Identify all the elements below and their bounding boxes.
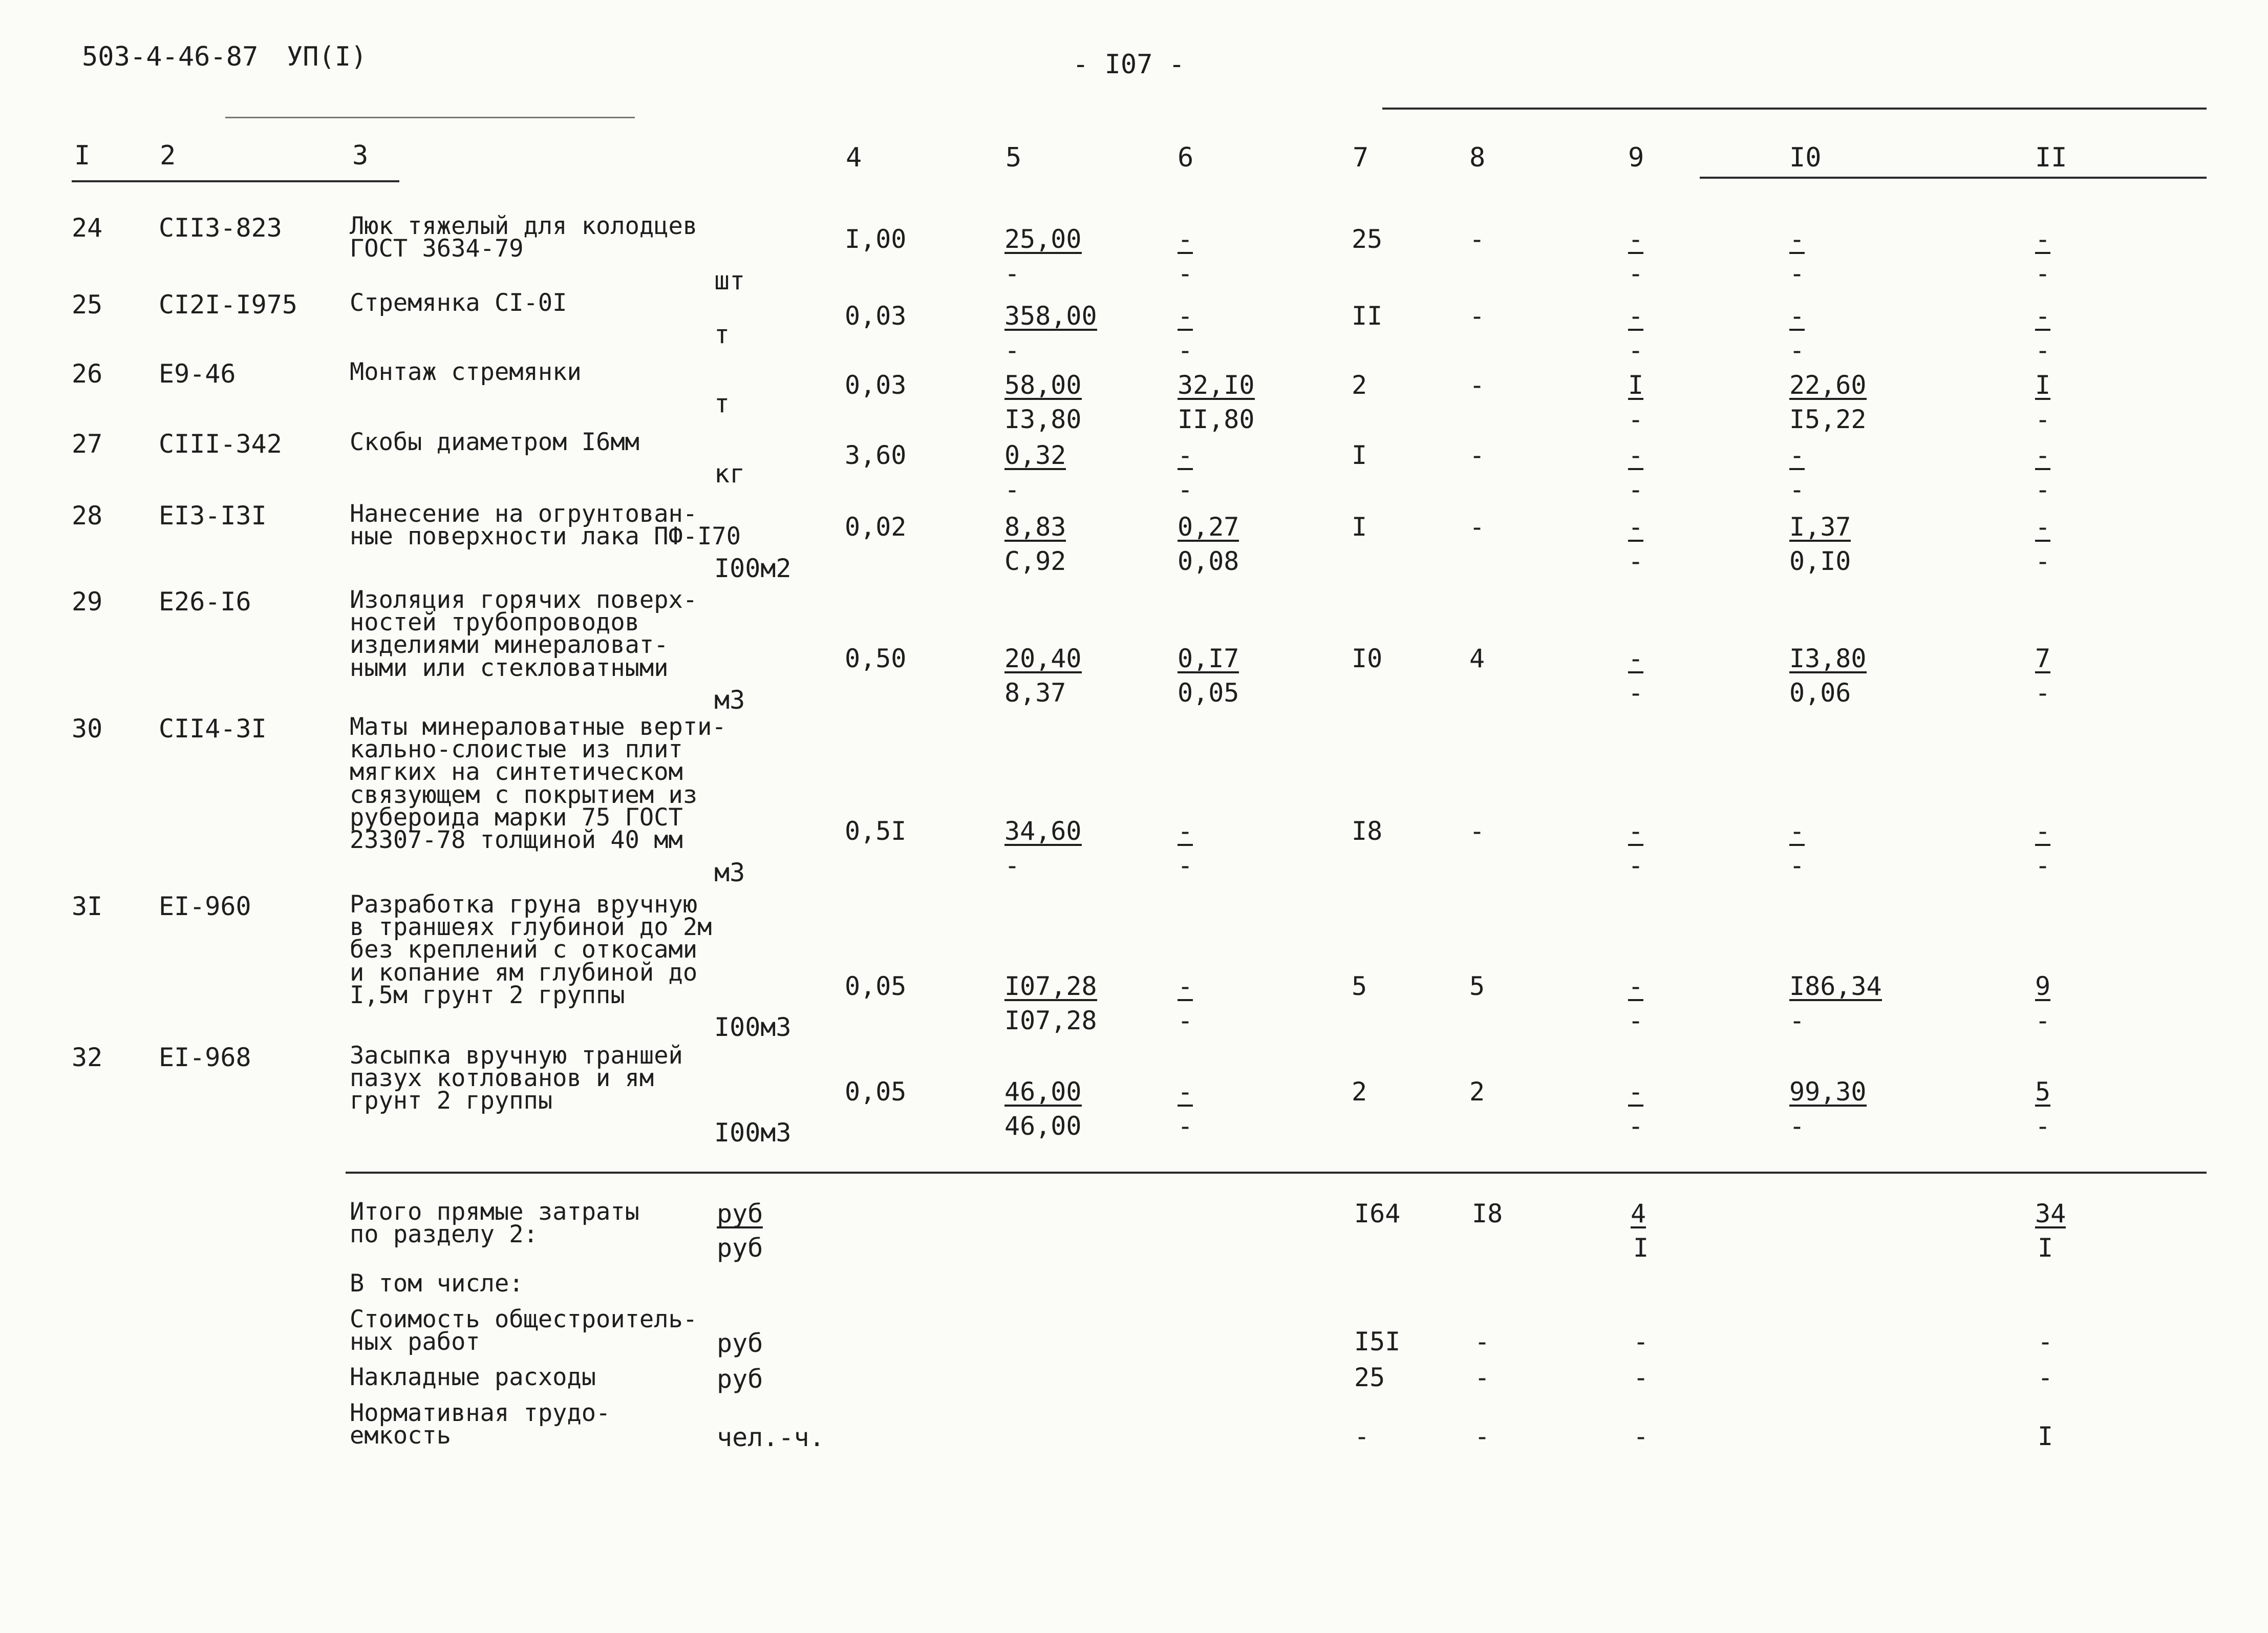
row-col11-bottom: - — [2035, 1111, 2051, 1141]
row-col6-top: 32,I0 — [1178, 370, 1255, 400]
row-col5-bottom: C,92 — [1004, 546, 1066, 576]
row-col10-top: 22,60 — [1789, 370, 1867, 400]
totals-label: Итого прямые затраты по разделу 2: — [350, 1198, 639, 1249]
row-description: Разработка груна вручную в траншеях глубиной до 2м без креплений с откосами и копание ям глубиной до I,5м грунт 2 группы — [350, 890, 712, 1009]
row-code: E26-I6 — [159, 587, 251, 617]
row-col11-top: - — [2035, 440, 2051, 470]
row-col5-bottom: - — [1004, 335, 1020, 365]
row-col5-top: 358,00 — [1004, 301, 1097, 331]
row-quantity: 0,05 — [845, 1076, 907, 1107]
header-bottom-rule-left — [72, 180, 399, 182]
col-header-7: 7 — [1353, 142, 1369, 173]
row-description: Нанесение на огрунтован- ные поверхности лака ПФ-I70 — [350, 500, 741, 551]
row-col6-bottom: - — [1178, 335, 1193, 365]
document-code: 503-4-46-87 — [82, 41, 259, 72]
col-header-8: 8 — [1469, 142, 1486, 173]
row-code: CII4-3I — [159, 714, 267, 744]
totals-col9-top: 4 — [1631, 1199, 1646, 1228]
row-description: Стремянка CI-0I — [350, 289, 567, 317]
row-col8: - — [1469, 370, 1485, 400]
row-number: 30 — [72, 714, 103, 744]
row-col6-top: 0,27 — [1178, 512, 1239, 542]
totals-col8: I8 — [1472, 1199, 1503, 1228]
row-code: EI-960 — [159, 892, 251, 921]
col-header-3: 3 — [352, 140, 369, 171]
row-col10-top: - — [1789, 224, 1805, 254]
row-col11-top: - — [2035, 816, 2051, 846]
row-unit: м3 — [714, 685, 745, 715]
sub-row-unit: чел.-ч. — [717, 1423, 825, 1452]
row-col11-top: 5 — [2035, 1076, 2051, 1107]
row-col9-bottom: - — [1628, 1111, 1644, 1141]
col-header-5: 5 — [1005, 142, 1022, 173]
row-number: 27 — [72, 429, 103, 459]
row-number: 25 — [72, 290, 103, 320]
row-col6-bottom: - — [1178, 1005, 1193, 1035]
row-col9-top: - — [1628, 644, 1644, 673]
row-col11-top: 7 — [2035, 644, 2051, 673]
sub-row-unit: руб — [717, 1364, 763, 1394]
row-col10-bottom: - — [1789, 851, 1805, 880]
row-quantity: 0,50 — [845, 644, 907, 673]
row-description: Монтаж стремянки — [350, 358, 582, 386]
row-quantity: 3,60 — [845, 440, 907, 470]
row-col9-top: - — [1628, 816, 1644, 846]
col-header-6: 6 — [1178, 142, 1194, 173]
row-quantity: I,00 — [845, 224, 907, 254]
row-col8: - — [1469, 816, 1485, 846]
row-code: EI-968 — [159, 1043, 251, 1072]
row-col11-top: I — [2035, 370, 2051, 400]
row-col10-bottom: - — [1789, 335, 1805, 365]
row-col11-bottom: - — [2035, 259, 2051, 288]
row-col7: I0 — [1352, 644, 1383, 673]
row-col11-top: 9 — [2035, 971, 2051, 1001]
col-header-1: I — [74, 140, 91, 171]
row-col10-bottom: 0,I0 — [1789, 546, 1851, 576]
row-col9-bottom: - — [1628, 678, 1644, 708]
row-col9-bottom: - — [1628, 851, 1644, 880]
row-unit: кг — [714, 459, 745, 489]
row-col11-top: - — [2035, 301, 2051, 331]
row-col6-top: - — [1178, 1076, 1193, 1107]
row-col9-bottom: - — [1628, 1005, 1644, 1035]
row-col8: 2 — [1469, 1076, 1485, 1107]
row-col9-bottom: - — [1628, 546, 1644, 576]
row-col6-bottom: II,80 — [1178, 405, 1255, 434]
row-col8: - — [1469, 512, 1485, 542]
row-col5-top: 20,40 — [1004, 644, 1082, 673]
row-col6-bottom: - — [1178, 851, 1193, 880]
sub-row-col8: - — [1474, 1363, 1490, 1392]
row-col10-top: - — [1789, 301, 1805, 331]
col-header-9: 9 — [1628, 142, 1644, 173]
totals-unit-b: руб — [717, 1233, 763, 1263]
row-col10-top: - — [1789, 816, 1805, 846]
row-col9-top: - — [1628, 440, 1644, 470]
row-col9-top: - — [1628, 971, 1644, 1001]
row-col10-bottom: - — [1789, 1005, 1805, 1035]
sub-row-label: Нормативная трудо- емкость — [350, 1399, 611, 1450]
row-col6-bottom: - — [1178, 1111, 1193, 1141]
row-col11-bottom: - — [2035, 851, 2051, 880]
row-unit: т — [714, 320, 730, 349]
row-col9-bottom: - — [1628, 475, 1644, 504]
row-col11-bottom: - — [2035, 335, 2051, 365]
row-col7: 2 — [1352, 370, 1367, 400]
row-col5-top: 8,83 — [1004, 512, 1066, 542]
row-col10-bottom: - — [1789, 259, 1805, 288]
row-col11-bottom: - — [2035, 405, 2051, 434]
row-col10-top: I,37 — [1789, 512, 1851, 542]
row-col6-top: - — [1178, 816, 1193, 846]
sub-row-col7: - — [1354, 1422, 1370, 1451]
row-col10-top: 99,30 — [1789, 1076, 1867, 1107]
row-col9-top: - — [1628, 224, 1644, 254]
document-album: УП(I) — [287, 41, 367, 72]
page-number: - I07 - — [1073, 49, 1185, 80]
row-code: E9-46 — [159, 359, 236, 389]
row-col5-bottom: - — [1004, 475, 1020, 504]
row-col7: 2 — [1352, 1076, 1367, 1107]
totals-col7: I64 — [1354, 1199, 1401, 1228]
row-unit: шт — [714, 265, 745, 295]
row-quantity: 0,05 — [845, 971, 907, 1001]
header-bottom-rule-right — [1700, 177, 2207, 179]
row-col6-top: - — [1178, 440, 1193, 470]
row-col8: 4 — [1469, 644, 1485, 673]
row-col5-bottom: I07,28 — [1004, 1005, 1097, 1035]
row-col10-bottom: - — [1789, 475, 1805, 504]
sub-row-col9: - — [1633, 1363, 1649, 1392]
row-number: 24 — [72, 213, 103, 243]
row-description: Засыпка вручную траншей пазух котлованов и ям грунт 2 группы — [350, 1042, 683, 1115]
row-number: 28 — [72, 501, 103, 531]
totals-col9-bottom: I — [1633, 1233, 1649, 1263]
row-col6-top: 0,I7 — [1178, 644, 1239, 673]
sub-row-col11: - — [2038, 1327, 2053, 1356]
row-col5-bottom: - — [1004, 259, 1020, 288]
row-code: EI3-I3I — [159, 501, 267, 531]
row-col5-bottom: 8,37 — [1004, 678, 1066, 708]
row-description: Изоляция горячих поверх- ностей трубопроводов изделиями минераловат- ными или стекловатными — [350, 586, 698, 682]
row-col7: 25 — [1352, 224, 1383, 254]
row-unit: т — [714, 389, 730, 418]
row-col5-bottom: I3,80 — [1004, 405, 1082, 434]
row-col6-bottom: 0,05 — [1178, 678, 1239, 708]
row-col8: - — [1469, 224, 1485, 254]
row-col5-top: 58,00 — [1004, 370, 1082, 400]
row-col6-top: - — [1178, 971, 1193, 1001]
row-col11-bottom: - — [2035, 678, 2051, 708]
row-col7: I8 — [1352, 816, 1383, 846]
row-description: Маты минераловатные верти- кально-слоистые из плит мягких на синтетическом связующем с покрытием из рубероида марки 75 ГОСТ 23307-78 толщиной 40 мм — [350, 713, 726, 854]
sub-row-col11: - — [2038, 1363, 2053, 1392]
row-number: 29 — [72, 587, 103, 617]
sub-row-label: Стоимость общестроитель- ных работ — [350, 1305, 698, 1356]
row-col6-top: - — [1178, 301, 1193, 331]
col-header-10: I0 — [1789, 142, 1822, 173]
row-code: CII3-823 — [159, 213, 282, 243]
sub-row-col7: 25 — [1354, 1363, 1385, 1392]
row-quantity: 0,03 — [845, 301, 907, 331]
row-col11-bottom: - — [2035, 1005, 2051, 1035]
row-quantity: 0,5I — [845, 816, 907, 846]
row-col9-top: - — [1628, 1076, 1644, 1107]
row-col10-bottom: - — [1789, 1111, 1805, 1141]
row-col5-top: 46,00 — [1004, 1076, 1082, 1107]
row-col5-top: 0,32 — [1004, 440, 1066, 470]
totals-separator — [346, 1172, 2207, 1174]
sub-row-col9: - — [1633, 1422, 1649, 1451]
sub-row-col8: - — [1474, 1327, 1490, 1356]
row-code: CI2I-I975 — [159, 290, 297, 320]
row-col5-top: I07,28 — [1004, 971, 1097, 1001]
row-col9-bottom: - — [1628, 259, 1644, 288]
row-col10-bottom: I5,22 — [1789, 405, 1867, 434]
row-col6-bottom: - — [1178, 475, 1193, 504]
row-col11-bottom: - — [2035, 475, 2051, 504]
row-unit: I00м3 — [714, 1012, 791, 1042]
row-unit: I00м2 — [714, 553, 791, 583]
row-col9-bottom: - — [1628, 405, 1644, 434]
row-col6-bottom: 0,08 — [1178, 546, 1239, 576]
row-col7: 5 — [1352, 971, 1367, 1001]
row-number: 26 — [72, 359, 103, 389]
row-col10-bottom: 0,06 — [1789, 678, 1851, 708]
row-unit: м3 — [714, 857, 745, 887]
row-col8: - — [1469, 440, 1485, 470]
row-col6-bottom: - — [1178, 259, 1193, 288]
row-col7: I — [1352, 440, 1367, 470]
row-quantity: 0,02 — [845, 512, 907, 542]
row-col10-top: - — [1789, 440, 1805, 470]
row-description: Люк тяжелый для колодцев ГОСТ 3634-79 — [350, 212, 698, 263]
sub-row-col9: - — [1633, 1327, 1649, 1356]
sub-row-col8: - — [1474, 1422, 1490, 1451]
row-col7: I — [1352, 512, 1367, 542]
col-header-4: 4 — [846, 142, 862, 173]
col-header-11: II — [2035, 142, 2067, 173]
row-col7: II — [1352, 301, 1383, 331]
row-number: 32 — [72, 1043, 103, 1072]
including-label: В том числе: — [350, 1269, 524, 1298]
row-col5-bottom: - — [1004, 851, 1020, 880]
row-col8: - — [1469, 301, 1485, 331]
row-col11-bottom: - — [2035, 546, 2051, 576]
row-quantity: 0,03 — [845, 370, 907, 400]
sub-row-unit: руб — [717, 1328, 763, 1358]
col-header-2: 2 — [160, 140, 176, 171]
totals-unit-a: руб — [717, 1199, 763, 1228]
row-number: 3I — [72, 892, 103, 921]
row-col9-top: - — [1628, 301, 1644, 331]
row-col5-bottom: 46,00 — [1004, 1111, 1082, 1141]
row-col11-top: - — [2035, 512, 2051, 542]
row-col5-top: 34,60 — [1004, 816, 1082, 846]
top-rule-left — [225, 117, 635, 118]
row-col6-top: - — [1178, 224, 1193, 254]
row-description: Скобы диаметром I6мм — [350, 428, 639, 456]
row-col8: 5 — [1469, 971, 1485, 1001]
sub-row-col7: I5I — [1354, 1327, 1401, 1356]
totals-col11-bottom: I — [2038, 1233, 2053, 1263]
sub-row-col11: I — [2038, 1422, 2053, 1451]
top-rule-right — [1382, 108, 2207, 110]
row-col5-top: 25,00 — [1004, 224, 1082, 254]
totals-col11-top: 34 — [2035, 1199, 2066, 1228]
row-col9-top: - — [1628, 512, 1644, 542]
row-col10-top: I86,34 — [1789, 971, 1882, 1001]
row-code: CIII-342 — [159, 429, 282, 459]
row-col9-bottom: - — [1628, 335, 1644, 365]
row-unit: I00м3 — [714, 1118, 791, 1148]
row-col9-top: I — [1628, 370, 1644, 400]
sub-row-label: Накладные расходы — [350, 1363, 596, 1391]
row-col11-top: - — [2035, 224, 2051, 254]
row-col10-top: I3,80 — [1789, 644, 1867, 673]
